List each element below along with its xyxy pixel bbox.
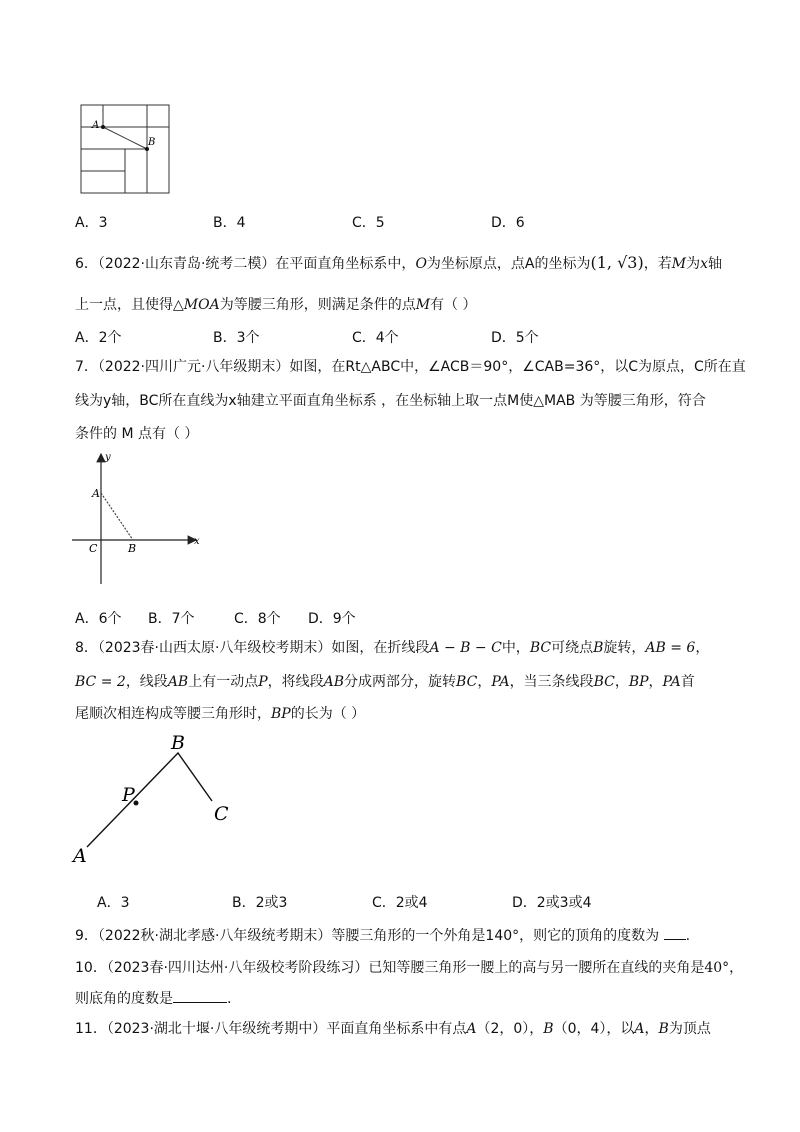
q8-option-a[interactable]: A．3 [97, 895, 130, 911]
q6-option-a[interactable]: A．2个 [75, 330, 122, 346]
coordinate-a: (1, √3) [590, 253, 644, 272]
point-a [101, 125, 105, 129]
q10-answer-blank[interactable] [173, 988, 227, 1003]
q7-option-c[interactable]: C．8个 [234, 611, 281, 627]
q6-option-d[interactable]: D．5个 [491, 330, 539, 346]
label-b: B [148, 137, 156, 148]
q9-line: 9．（2022秋·湖北孝感·八年级统考期末）等腰三角形的一个外角是140°，则它的顶角的度数为 . [75, 925, 690, 946]
q7-line-1: 7．（2022·四川广元·八年级期末）如图，在Rt△ABC中，∠ACB＝90°，∠CAB=36°，以C为原点，C所在直 [75, 359, 746, 375]
label-a: A [73, 845, 87, 867]
q7-option-a[interactable]: A．6个 [75, 611, 122, 627]
label-a: A [92, 487, 100, 500]
segment-ab [101, 493, 133, 540]
q7-line-2: 线为y轴，BC所在直线为x轴建立平面直角坐标系 ，在坐标轴上取一点M使△MAB 为等腰三角形，符合 [75, 393, 706, 409]
q8-option-b[interactable]: B．2或3 [232, 895, 288, 911]
q7-coordinate-figure [70, 448, 210, 588]
label-a: A [92, 120, 100, 131]
label-c: C [214, 803, 229, 825]
q7-line-3: 条件的 M 点有（ ） [75, 426, 199, 442]
q8-option-d[interactable]: D．2或3或4 [512, 895, 592, 911]
q5-grid-figure [78, 103, 172, 195]
q8-line-2: BC = 2，线段AB上有一动点P，将线段AB分成两部分，旋转BC，PA，当三条线段BC，BP，PA首 [75, 674, 695, 690]
q10-line-1: 10．（2023春·四川达州·八年级校考阶段练习）已知等腰三角形一腰上的高与另一腰所在直线的夹角是40°， [75, 960, 744, 976]
polyline-abc [87, 753, 212, 847]
q11-line-1: 11．（2023·湖北十堰·八年级统考期中）平面直角坐标系中有点A（2，0），B（0，4），以A，B为顶点 [75, 1021, 711, 1037]
label-c: C [89, 542, 98, 555]
label-y: y [105, 452, 111, 463]
label-p: P [122, 784, 135, 806]
q6-line-1: 6．（2022·山东青岛·统考二模）在平面直角坐标系中，O为坐标原点，点A的坐标为(1, √3)，若M为x轴 [75, 253, 722, 272]
q8-polyline-figure [70, 730, 250, 870]
q5-option-a[interactable]: A．3 [75, 215, 108, 231]
label-b: B [171, 732, 185, 754]
q6-line-2: 上一点，且使得△MOA为等腰三角形，则满足条件的点M有（ ） [75, 297, 477, 313]
q5-option-b[interactable]: B．4 [213, 215, 246, 231]
q7-option-d[interactable]: D．9个 [308, 611, 356, 627]
label-x: x [194, 536, 200, 547]
label-b: B [128, 542, 137, 555]
q9-answer-blank[interactable] [664, 925, 686, 940]
segment-ab [103, 127, 147, 149]
q8-line-3: 尾顺次相连构成等腰三角形时，BP的长为（ ） [75, 706, 366, 722]
q6-option-b[interactable]: B．3个 [213, 330, 260, 346]
q10-line-2: 则底角的度数是 . [75, 988, 231, 1009]
q7-option-b[interactable]: B．7个 [148, 611, 195, 627]
q8-option-c[interactable]: C．2或4 [372, 895, 428, 911]
q5-option-d[interactable]: D．6 [491, 215, 525, 231]
q5-option-c[interactable]: C．5 [352, 215, 385, 231]
q6-option-c[interactable]: C．4个 [352, 330, 399, 346]
q8-line-1: 8．（2023春·山西太原·八年级校考期末）如图，在折线段A − B − C中，BC可绕点B旋转，AB = 6， [75, 640, 710, 656]
